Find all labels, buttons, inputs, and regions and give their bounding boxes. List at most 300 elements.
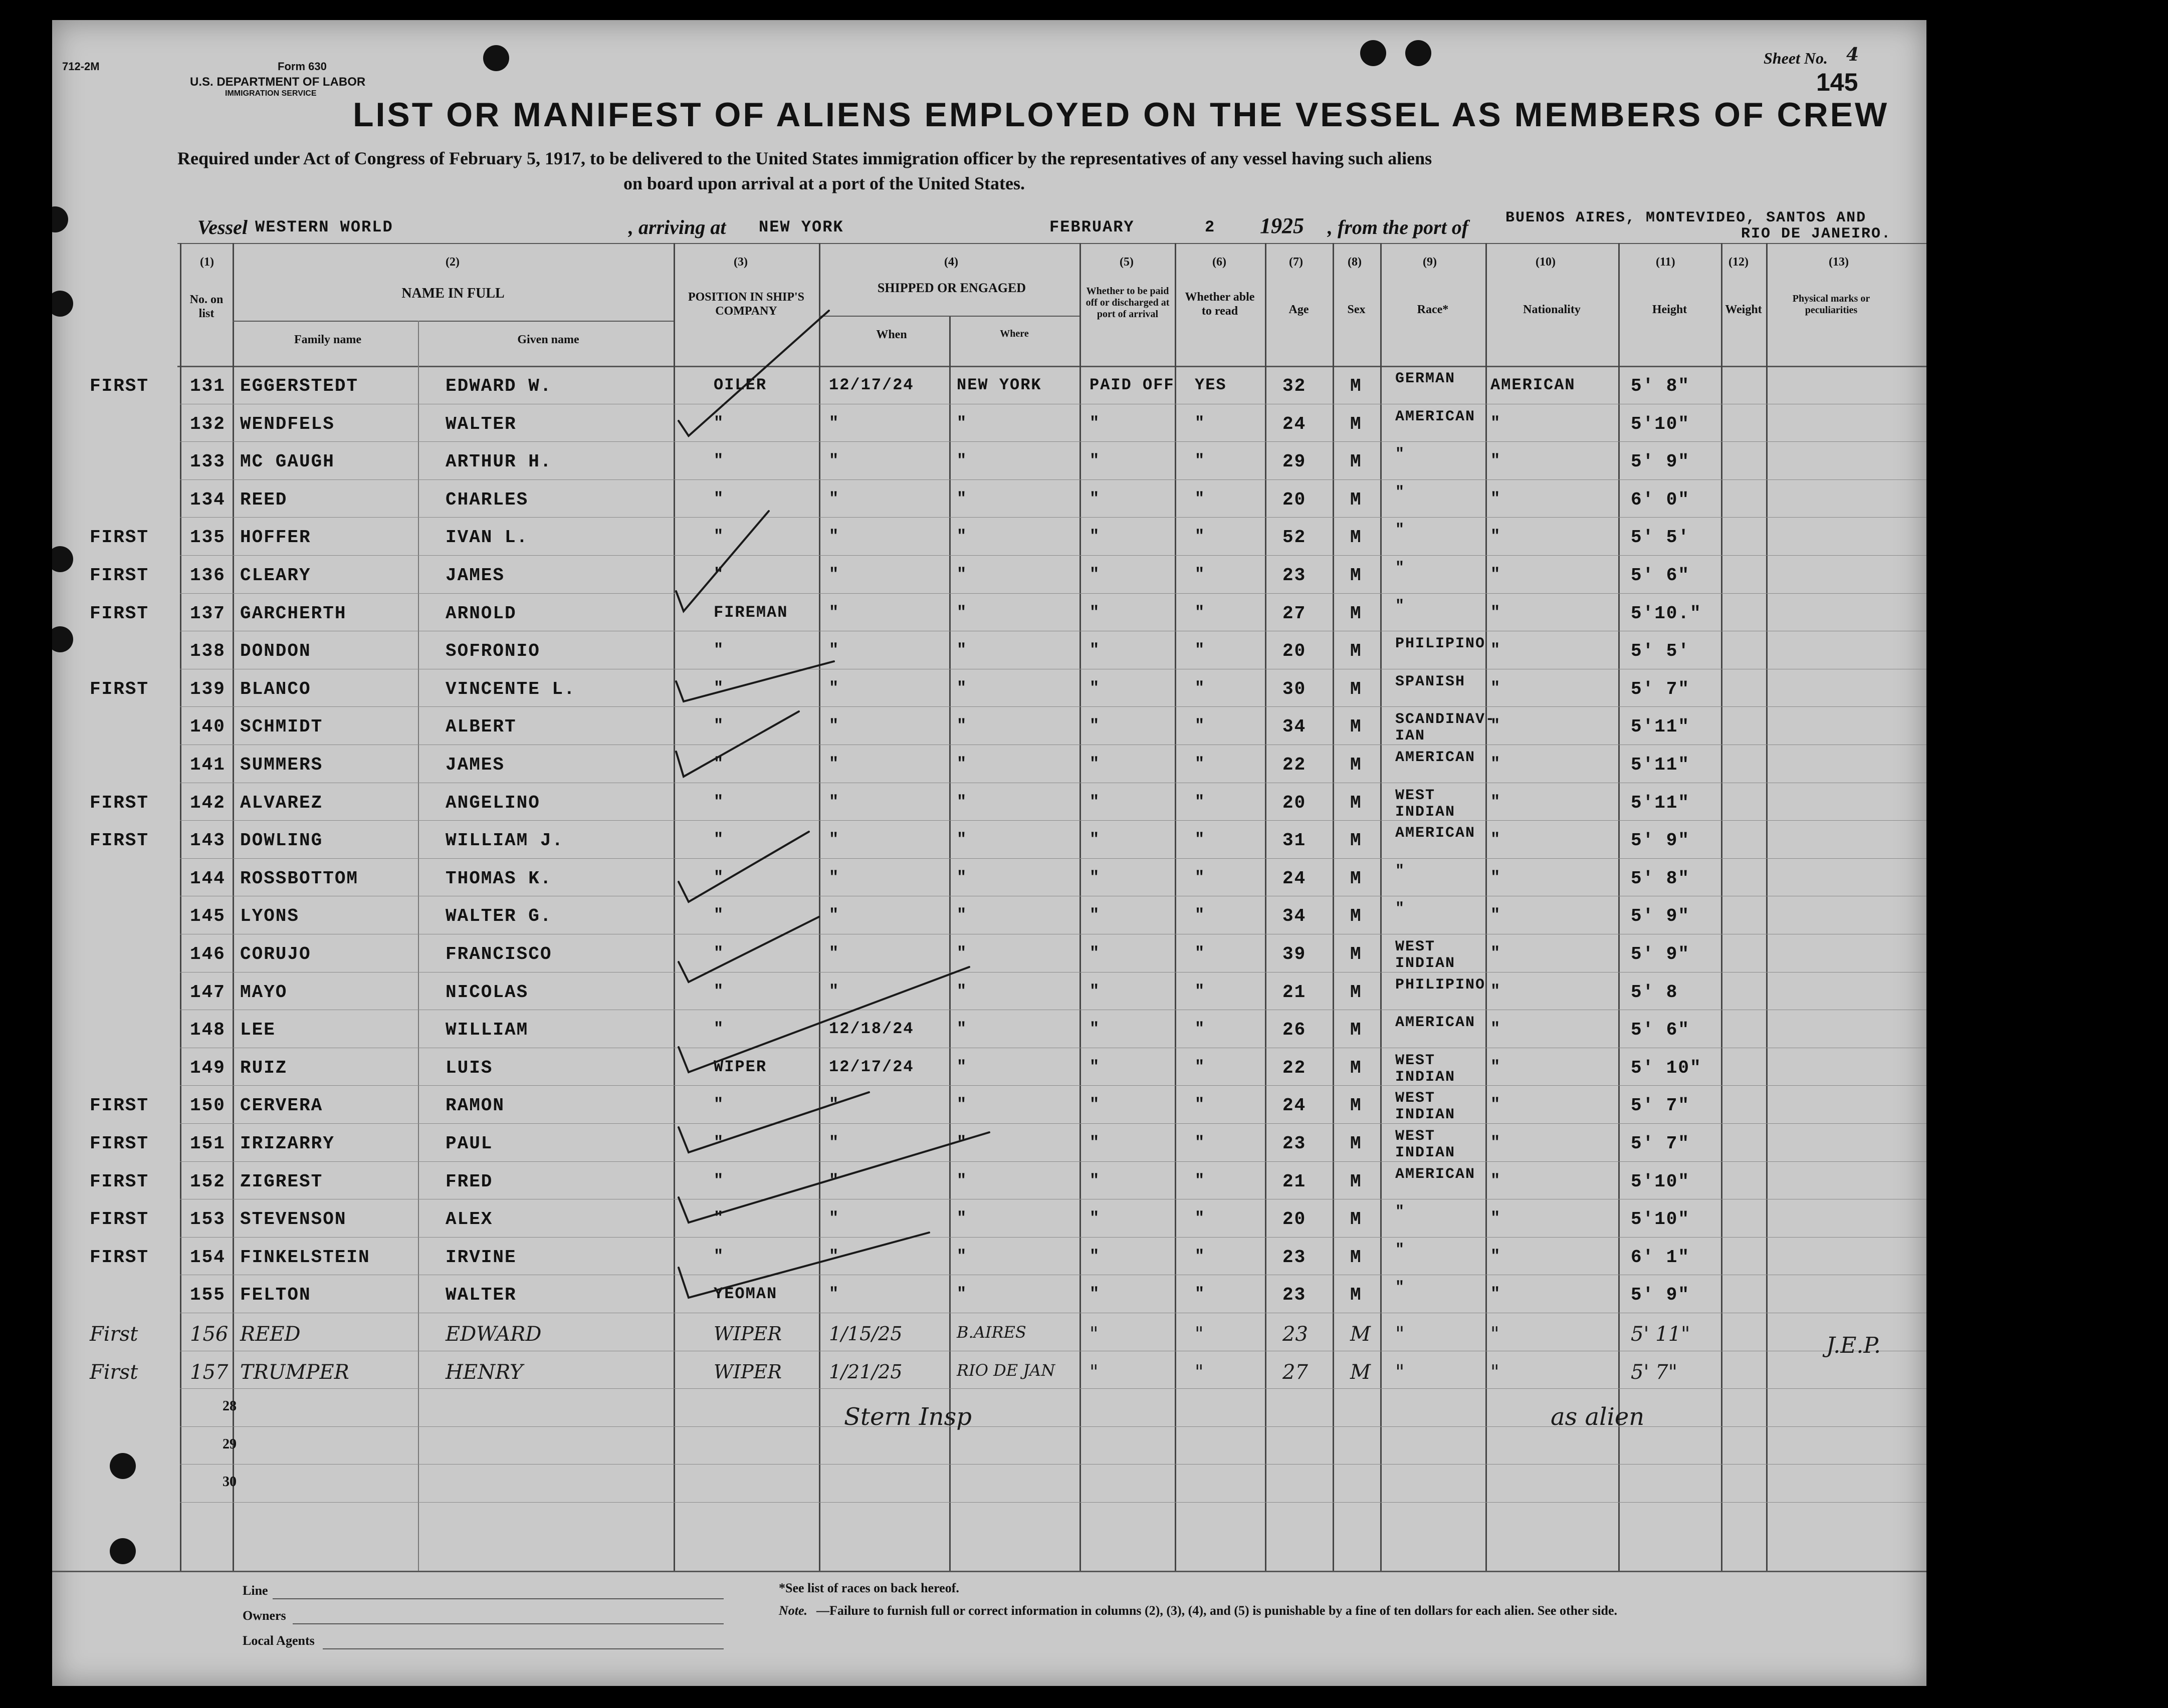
arrival-port: NEW YORK xyxy=(759,218,844,236)
given-name: CHARLES xyxy=(446,489,529,510)
race: " xyxy=(1395,1360,1405,1384)
height: 5'11" xyxy=(1631,755,1690,775)
age: 29 xyxy=(1282,451,1307,472)
row-number: 156 xyxy=(190,1323,229,1346)
position: " xyxy=(714,906,725,925)
agents-underline xyxy=(323,1648,724,1649)
age: 24 xyxy=(1282,413,1307,434)
sex: M xyxy=(1350,1247,1362,1268)
age: 39 xyxy=(1282,944,1307,964)
age: 31 xyxy=(1282,830,1307,851)
height: 6' 0" xyxy=(1631,489,1690,510)
sheet-number: 4 xyxy=(1846,44,1859,65)
height: 5' 8 xyxy=(1631,982,1678,1003)
paid-off: " xyxy=(1090,944,1101,962)
shipped-where: RIO DE JAN xyxy=(957,1360,1055,1380)
paid-off: PAID OFF xyxy=(1090,376,1175,394)
nationality: " xyxy=(1490,755,1501,773)
first-mark: FIRST xyxy=(90,527,149,548)
line-underline xyxy=(273,1598,724,1599)
alien-note: as alien xyxy=(1551,1403,1645,1431)
given-name: NICOLAS xyxy=(446,982,529,1003)
able-to-read: " xyxy=(1195,944,1206,962)
given-name: IVAN L. xyxy=(446,527,529,548)
shipped-where: " xyxy=(957,603,968,622)
nationality: " xyxy=(1490,1057,1501,1076)
paid-off: " xyxy=(1090,1057,1101,1076)
family-name: DOWLING xyxy=(240,830,323,851)
shipped-where: " xyxy=(957,489,968,508)
shipped-where: B.AIRES xyxy=(957,1323,1026,1342)
able-to-read: " xyxy=(1195,451,1206,470)
family-name: CORUJO xyxy=(240,944,311,964)
given-name: IRVINE xyxy=(446,1247,517,1268)
position: " xyxy=(714,1095,725,1114)
sex: M xyxy=(1350,982,1362,1003)
given-name: JAMES xyxy=(446,565,505,586)
page-number: 145 xyxy=(1816,68,1858,96)
shipped-where: " xyxy=(957,868,968,887)
col4-header: SHIPPED OR ENGAGED xyxy=(877,281,1026,295)
position: " xyxy=(714,565,725,584)
race: PHILIPINO xyxy=(1395,976,1486,994)
able-to-read: " xyxy=(1195,1171,1206,1190)
position: " xyxy=(714,1133,725,1152)
subtitle-line-2: on board upon arrival at a port of the United States. xyxy=(623,173,1025,193)
paid-off: " xyxy=(1090,1171,1101,1190)
row-number: 135 xyxy=(190,527,226,548)
given-name: ARTHUR H. xyxy=(446,451,552,472)
family-name: TRUMPER xyxy=(240,1360,349,1384)
height: 5' 11" xyxy=(1631,1323,1690,1346)
able-to-read: YES xyxy=(1195,376,1227,394)
race: AMERICAN xyxy=(1395,408,1476,425)
race: " xyxy=(1395,1323,1405,1346)
family-name: ZIGREST xyxy=(240,1171,323,1192)
first-mark: FIRST xyxy=(90,1095,149,1116)
position: WIPER xyxy=(714,1057,767,1076)
sex: M xyxy=(1350,906,1362,927)
given-name: WALTER G. xyxy=(446,906,552,927)
sheet-label: Sheet No. xyxy=(1764,49,1828,67)
shipped-when: " xyxy=(829,906,840,925)
age: 52 xyxy=(1282,527,1307,548)
family-name: MAYO xyxy=(240,982,288,1003)
first-mark: FIRST xyxy=(90,792,149,813)
family-name: SUMMERS xyxy=(240,755,323,775)
sex: M xyxy=(1350,716,1362,738)
col13-header: Physical marks or peculiarities xyxy=(1792,293,1870,316)
family-name: WENDFELS xyxy=(240,413,335,434)
sex: M xyxy=(1350,527,1362,548)
able-to-read: " xyxy=(1195,641,1206,660)
sex: M xyxy=(1350,641,1362,662)
row-number: 154 xyxy=(190,1247,226,1268)
height: 5' 7" xyxy=(1631,1133,1690,1154)
col6-number: (6) xyxy=(1212,256,1226,269)
col12-number: (12) xyxy=(1728,256,1749,269)
given-name: LUIS xyxy=(446,1057,493,1078)
family-name: IRIZARRY xyxy=(240,1133,335,1154)
position: " xyxy=(714,641,725,660)
col7-header: Age xyxy=(1288,303,1309,316)
given-name: EDWARD xyxy=(446,1323,542,1346)
initials: J.E.P. xyxy=(1826,1333,1881,1358)
age: 26 xyxy=(1282,1020,1307,1041)
sex: M xyxy=(1350,1323,1371,1346)
row-number: 28 xyxy=(223,1398,237,1414)
first-mark: FIRST xyxy=(90,603,149,624)
age: 20 xyxy=(1282,1209,1307,1230)
age: 23 xyxy=(1282,1133,1307,1154)
shipped-when: 12/17/24 xyxy=(829,376,914,394)
paid-off: " xyxy=(1090,641,1101,660)
row-number: 147 xyxy=(190,982,226,1003)
row-number: 140 xyxy=(190,716,226,738)
shipped-when: " xyxy=(829,678,840,697)
nationality: " xyxy=(1490,603,1501,622)
age: 32 xyxy=(1282,376,1307,396)
shipped-when: " xyxy=(829,982,840,1001)
given-name: THOMAS K. xyxy=(446,868,552,889)
shipped-where: " xyxy=(957,716,968,736)
race: AMERICAN xyxy=(1395,749,1476,766)
punch-hole xyxy=(483,45,509,71)
sex: M xyxy=(1350,830,1362,851)
given-name: PAUL xyxy=(446,1133,493,1154)
first-mark: FIRST xyxy=(90,565,149,586)
sex: M xyxy=(1350,755,1362,775)
vessel-name: WESTERN WORLD xyxy=(255,218,393,236)
shipped-when: " xyxy=(829,755,840,773)
able-to-read: " xyxy=(1195,527,1206,546)
able-to-read: " xyxy=(1195,1095,1206,1114)
sex: M xyxy=(1350,1057,1362,1078)
nationality: " xyxy=(1490,716,1501,736)
paid-off: " xyxy=(1090,868,1101,887)
shipped-where: " xyxy=(957,982,968,1001)
family-name: FELTON xyxy=(240,1285,311,1306)
family-name: HOFFER xyxy=(240,527,311,548)
paid-off: " xyxy=(1090,451,1101,470)
shipped-when: 1/15/25 xyxy=(829,1323,903,1345)
nationality: " xyxy=(1490,830,1501,849)
row-number: 153 xyxy=(190,1209,226,1230)
given-name-header: Given name xyxy=(517,333,579,346)
shipped-where: " xyxy=(957,641,968,660)
family-name: CLEARY xyxy=(240,565,311,586)
from-port-label: , from the port of xyxy=(1328,216,1469,238)
able-to-read: " xyxy=(1195,1057,1206,1076)
position: " xyxy=(714,527,725,546)
age: 22 xyxy=(1282,1057,1307,1078)
able-to-read: " xyxy=(1195,755,1206,773)
shipped-when: " xyxy=(829,944,840,962)
position: WIPER xyxy=(714,1360,782,1383)
paid-off: " xyxy=(1090,982,1101,1001)
shipped-when: " xyxy=(829,1133,840,1152)
paid-off: " xyxy=(1090,413,1101,432)
row-number: 146 xyxy=(190,944,226,964)
col4-number: (4) xyxy=(944,256,958,269)
given-name: WALTER xyxy=(446,1285,517,1306)
height: 5' 6" xyxy=(1631,1020,1690,1041)
shipped-when: " xyxy=(829,603,840,622)
shipped-where: " xyxy=(957,755,968,773)
row-number: 143 xyxy=(190,830,226,851)
sex: M xyxy=(1350,413,1362,434)
position: " xyxy=(714,716,725,736)
height: 6' 1" xyxy=(1631,1247,1690,1268)
age: 22 xyxy=(1282,755,1307,775)
first-mark: FIRST xyxy=(90,830,149,851)
paid-off: " xyxy=(1090,603,1101,622)
given-name: SOFRONIO xyxy=(446,641,540,662)
age: 23 xyxy=(1282,1323,1308,1346)
sex: M xyxy=(1350,868,1362,889)
where-header: Where xyxy=(1000,328,1029,339)
col3-number: (3) xyxy=(734,256,748,269)
able-to-read: " xyxy=(1195,1323,1204,1345)
shipped-where: " xyxy=(957,792,968,811)
race: " xyxy=(1395,483,1406,501)
race: WEST INDIAN xyxy=(1395,1052,1456,1086)
given-name: ALEX xyxy=(446,1209,493,1230)
row-number: 139 xyxy=(190,678,226,699)
punch-hole xyxy=(52,291,73,317)
able-to-read: " xyxy=(1195,1360,1204,1383)
height: 5'10" xyxy=(1631,413,1690,434)
race: PHILIPINO xyxy=(1395,635,1486,653)
race: " xyxy=(1395,1203,1406,1221)
family-name: MC GAUGH xyxy=(240,451,335,472)
given-name: VINCENTE L. xyxy=(446,678,576,699)
col9-header: Race* xyxy=(1417,303,1449,316)
nationality: " xyxy=(1490,1360,1499,1383)
nationality: " xyxy=(1490,641,1501,660)
sex: M xyxy=(1350,376,1362,396)
paid-off: " xyxy=(1090,1095,1101,1114)
col3-header: POSITION IN SHIP'S COMPANY xyxy=(688,291,805,318)
empty-row xyxy=(52,1464,1926,1502)
given-name: RAMON xyxy=(446,1095,505,1116)
paid-off: " xyxy=(1090,1360,1099,1383)
shipped-when: " xyxy=(829,641,840,660)
nationality: " xyxy=(1490,1209,1501,1228)
col12-header: Weight xyxy=(1725,303,1762,316)
shipped-where: " xyxy=(957,1133,968,1152)
height: 5' 10" xyxy=(1631,1057,1702,1078)
shipped-where: " xyxy=(957,906,968,925)
shipped-when: 12/17/24 xyxy=(829,1057,914,1076)
when-header: When xyxy=(876,328,907,341)
row-number: 150 xyxy=(190,1095,226,1116)
shipped-where: NEW YORK xyxy=(957,376,1042,394)
able-to-read: " xyxy=(1195,1020,1206,1039)
row-number: 137 xyxy=(190,603,226,624)
departure-ports-2: RIO DE JANEIRO. xyxy=(1741,225,1892,242)
race: WEST INDIAN xyxy=(1395,938,1456,972)
age: 23 xyxy=(1282,1285,1307,1306)
row-number: 138 xyxy=(190,641,226,662)
position: " xyxy=(714,678,725,697)
paid-off: " xyxy=(1090,755,1101,773)
first-mark: FIRST xyxy=(90,1133,149,1154)
given-name: FRANCISCO xyxy=(446,944,552,964)
able-to-read: " xyxy=(1195,792,1206,811)
col1-number: (1) xyxy=(200,256,214,269)
nationality: " xyxy=(1490,565,1501,584)
family-name: REED xyxy=(240,489,288,510)
height: 5'10" xyxy=(1631,1171,1690,1192)
given-name: ALBERT xyxy=(446,716,517,738)
family-name: RUIZ xyxy=(240,1057,288,1078)
paid-off: " xyxy=(1090,716,1101,736)
name-subrule xyxy=(233,321,674,322)
form-code: 712-2M xyxy=(62,60,100,73)
age: 24 xyxy=(1282,868,1307,889)
shipped-where: " xyxy=(957,678,968,697)
row-number: 136 xyxy=(190,565,226,586)
height: 5' 8" xyxy=(1631,376,1690,396)
able-to-read: " xyxy=(1195,489,1206,508)
race: " xyxy=(1395,1241,1406,1259)
agents-label: Local Agents xyxy=(243,1633,315,1648)
nationality: " xyxy=(1490,489,1501,508)
row-number: 151 xyxy=(190,1133,226,1154)
paid-off: " xyxy=(1090,906,1101,925)
age: 27 xyxy=(1282,603,1307,624)
nationality: " xyxy=(1490,451,1501,470)
race: AMERICAN xyxy=(1395,1014,1476,1032)
row-number: 152 xyxy=(190,1171,226,1192)
col10-header: Nationality xyxy=(1523,303,1581,316)
nationality: " xyxy=(1490,1020,1501,1039)
paid-off: " xyxy=(1090,678,1101,697)
first-mark: First xyxy=(90,1323,138,1346)
first-mark: First xyxy=(90,1360,138,1384)
family-name: REED xyxy=(240,1323,301,1346)
shipped-where: " xyxy=(957,1095,968,1114)
row-number: 133 xyxy=(190,451,226,472)
punch-hole xyxy=(52,206,68,232)
shipped-when: " xyxy=(829,565,840,584)
race: " xyxy=(1395,1279,1406,1297)
height: 5' 7" xyxy=(1631,678,1690,699)
row-number: 145 xyxy=(190,906,226,927)
shipped-when: " xyxy=(829,1171,840,1190)
position: " xyxy=(714,1020,725,1039)
row-number: 157 xyxy=(190,1360,229,1384)
given-name: JAMES xyxy=(446,755,505,775)
height: 5'10" xyxy=(1631,1209,1690,1230)
race: AMERICAN xyxy=(1395,1165,1476,1183)
family-name: SCHMIDT xyxy=(240,716,323,738)
form-number: Form 630 xyxy=(278,60,327,73)
able-to-read: " xyxy=(1195,982,1206,1001)
given-name: FRED xyxy=(446,1171,493,1192)
nationality: " xyxy=(1490,527,1501,546)
shipped-when: " xyxy=(829,830,840,849)
check-marks xyxy=(669,301,1120,1453)
height: 5' 7" xyxy=(1631,1095,1690,1116)
col8-number: (8) xyxy=(1348,256,1362,269)
height: 5' 9" xyxy=(1631,830,1690,851)
department: U.S. DEPARTMENT OF LABOR xyxy=(190,75,366,89)
shipped-where: " xyxy=(957,1247,968,1266)
position: " xyxy=(714,755,725,773)
given-name: WILLIAM J. xyxy=(446,830,564,851)
sex: M xyxy=(1350,944,1362,964)
sex: M xyxy=(1350,1133,1362,1154)
shipped-when: " xyxy=(829,1095,840,1114)
paid-off: " xyxy=(1090,1323,1099,1345)
col7-number: (7) xyxy=(1289,256,1303,269)
row-number: 142 xyxy=(190,792,226,813)
service: IMMIGRATION SERVICE xyxy=(225,89,317,98)
first-mark: FIRST xyxy=(90,678,149,699)
paid-off: " xyxy=(1090,565,1101,584)
row-number: 29 xyxy=(223,1436,237,1452)
age: 34 xyxy=(1282,716,1307,738)
race: " xyxy=(1395,522,1406,539)
nationality: " xyxy=(1490,1133,1501,1152)
shipped-when: " xyxy=(829,1247,840,1266)
sex: M xyxy=(1350,1095,1362,1116)
row-number: 144 xyxy=(190,868,226,889)
position: FIREMAN xyxy=(714,603,788,622)
position: " xyxy=(714,830,725,849)
height: 5' 9" xyxy=(1631,451,1690,472)
col11-number: (11) xyxy=(1656,256,1675,269)
nationality: " xyxy=(1490,413,1501,432)
age: 30 xyxy=(1282,678,1307,699)
able-to-read: " xyxy=(1195,1285,1206,1304)
able-to-read: " xyxy=(1195,906,1206,925)
nationality: " xyxy=(1490,1285,1501,1304)
first-mark: FIRST xyxy=(90,1247,149,1268)
race: SCANDINAV-IAN xyxy=(1395,711,1496,745)
given-name: WALTER xyxy=(446,413,517,434)
shipped-where: " xyxy=(957,413,968,432)
able-to-read: " xyxy=(1195,830,1206,849)
position: " xyxy=(714,982,725,1001)
sex: M xyxy=(1350,451,1362,472)
page-title: LIST OR MANIFEST OF ALIENS EMPLOYED ON THE VESSEL AS MEMBERS OF CREW xyxy=(353,96,1889,134)
position: WIPER xyxy=(714,1323,782,1345)
nationality: " xyxy=(1490,1247,1501,1266)
shipped-where: " xyxy=(957,1285,968,1304)
arriving-label: , arriving at xyxy=(628,216,726,238)
family-name: FINKELSTEIN xyxy=(240,1247,370,1268)
height: 5' 9" xyxy=(1631,906,1690,927)
col9-number: (9) xyxy=(1423,256,1437,269)
race: " xyxy=(1395,597,1406,615)
sex: M xyxy=(1350,792,1362,813)
shipped-when: " xyxy=(829,489,840,508)
height: 5' 7" xyxy=(1631,1360,1678,1384)
owners-underline xyxy=(293,1623,724,1624)
punch-hole xyxy=(110,1538,136,1564)
age: 21 xyxy=(1282,982,1307,1003)
race: WEST INDIAN xyxy=(1395,1128,1456,1161)
shipped-where: " xyxy=(957,944,968,962)
race: WEST INDIAN xyxy=(1395,1090,1456,1124)
col8-header: Sex xyxy=(1347,303,1366,316)
col13-number: (13) xyxy=(1829,256,1849,269)
punch-hole xyxy=(1405,40,1431,66)
height: 5' 5' xyxy=(1631,527,1690,548)
